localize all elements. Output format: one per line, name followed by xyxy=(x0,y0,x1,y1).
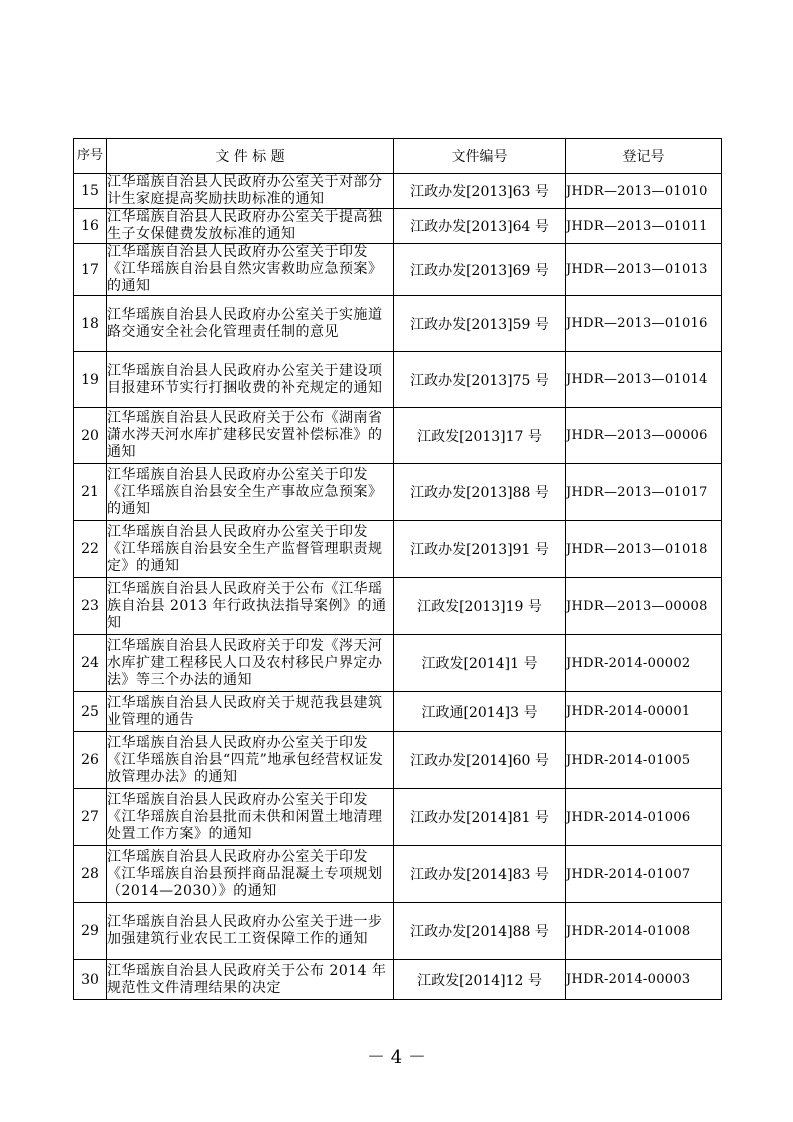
document-table xyxy=(73,138,722,1000)
row-file-number: 江政办发[2014]88 号 xyxy=(394,903,566,960)
table-row xyxy=(74,174,722,209)
row-registration-number: JHDR-2014-01005 xyxy=(566,732,722,789)
row-file-number: 江政办发[2014]81 号 xyxy=(394,789,566,846)
row-file-number: 江政办发[2014]83 号 xyxy=(394,846,566,903)
row-file-number: 江政办发[2013]75 号 xyxy=(394,352,566,408)
row-registration-number: JHDR—2013—00008 xyxy=(566,578,722,635)
row-file-number: 江政发[2013]17 号 xyxy=(394,408,566,464)
row-registration-number: JHDR—2013—00006 xyxy=(566,408,722,464)
row-file-title: 江华瑶族自治县人民政府关于公布《湖南省潇水涔天河水库扩建移民安置补偿标准》的通知 xyxy=(107,408,394,464)
row-serial-number: 21 xyxy=(74,464,107,521)
row-serial-number: 20 xyxy=(74,408,107,464)
row-registration-number: JHDR—2013—01017 xyxy=(566,464,722,521)
header-file-title: 文 件 标 题 xyxy=(107,139,394,174)
row-serial-number: 25 xyxy=(74,692,107,732)
row-file-title: 江华瑶族自治县人民政府办公室关于印发《江华瑶族自治县安全生产监督管理职责规定》的通知 xyxy=(107,521,394,578)
row-file-title: 江华瑶族自治县人民政府关于公布《江华瑶族自治县 2013 年行政执法指导案例》的通知 xyxy=(107,578,394,635)
table-row xyxy=(74,521,722,578)
row-file-number: 江政办发[2013]63 号 xyxy=(394,174,566,209)
header-serial-number: 序号 xyxy=(74,139,107,174)
row-registration-number: JHDR-2014-01008 xyxy=(566,903,722,960)
row-file-number: 江政办发[2013]88 号 xyxy=(394,464,566,521)
row-file-number: 江政办发[2013]91 号 xyxy=(394,521,566,578)
row-registration-number: JHDR—2013—01011 xyxy=(566,209,722,244)
row-file-title: 江华瑶族自治县人民政府办公室关于对部分计生家庭提高奖励扶助标准的通知 xyxy=(107,174,394,209)
table-row xyxy=(74,732,722,789)
table-row xyxy=(74,209,722,244)
row-serial-number: 19 xyxy=(74,352,107,408)
table-row xyxy=(74,635,722,692)
row-file-number: 江政发[2014]12 号 xyxy=(394,960,566,1000)
table-row xyxy=(74,408,722,464)
row-registration-number: JHDR-2014-01007 xyxy=(566,846,722,903)
row-serial-number: 23 xyxy=(74,578,107,635)
row-file-number: 江政办发[2014]60 号 xyxy=(394,732,566,789)
header-file-number: 文件编号 xyxy=(394,139,566,174)
row-file-title: 江华瑶族自治县人民政府关于公布 2014 年规范性文件清理结果的决定 xyxy=(107,960,394,1000)
table-row xyxy=(74,960,722,1000)
row-serial-number: 24 xyxy=(74,635,107,692)
row-file-title: 江华瑶族自治县人民政府关于规范我县建筑业管理的通告 xyxy=(107,692,394,732)
row-file-title: 江华瑶族自治县人民政府办公室关于印发《江华瑶族自治县自然灾害救助应急预案》的通知 xyxy=(107,244,394,296)
row-file-number: 江政办发[2013]64 号 xyxy=(394,209,566,244)
row-registration-number: JHDR-2014-01006 xyxy=(566,789,722,846)
table-header-row xyxy=(74,139,722,174)
row-serial-number: 16 xyxy=(74,209,107,244)
table-row xyxy=(74,352,722,408)
row-serial-number: 30 xyxy=(74,960,107,1000)
row-serial-number: 15 xyxy=(74,174,107,209)
row-file-title: 江华瑶族自治县人民政府办公室关于进一步加强建筑行业农民工工资保障工作的通知 xyxy=(107,903,394,960)
row-file-title: 江华瑶族自治县人民政府办公室关于提高独生子女保健费发放标准的通知 xyxy=(107,209,394,244)
table-row xyxy=(74,244,722,296)
row-registration-number: JHDR—2013—01010 xyxy=(566,174,722,209)
row-file-title: 江华瑶族自治县人民政府办公室关于印发《江华瑶族自治县批而未供和闲置土地清理处置工作方案》的通知 xyxy=(107,789,394,846)
row-file-title: 江华瑶族自治县人民政府关于印发《涔天河水库扩建工程移民人口及农村移民户界定办法》等三个办法的通知 xyxy=(107,635,394,692)
row-registration-number: JHDR-2014-00003 xyxy=(566,960,722,1000)
page-number: － 4 － xyxy=(367,1047,426,1068)
row-serial-number: 27 xyxy=(74,789,107,846)
table-row xyxy=(74,578,722,635)
table-row xyxy=(74,846,722,903)
row-file-title: 江华瑶族自治县人民政府办公室关于建设项目报建环节实行打捆收费的补充规定的通知 xyxy=(107,352,394,408)
table-row xyxy=(74,903,722,960)
row-file-number: 江政办发[2013]59 号 xyxy=(394,296,566,352)
row-registration-number: JHDR—2013—01016 xyxy=(566,296,722,352)
row-file-title: 江华瑶族自治县人民政府办公室关于印发《江华瑶族自治县“四荒”地承包经营权证发放管理办法》的通知 xyxy=(107,732,394,789)
row-serial-number: 17 xyxy=(74,244,107,296)
table-row xyxy=(74,789,722,846)
row-file-number: 江政办发[2013]69 号 xyxy=(394,244,566,296)
row-serial-number: 28 xyxy=(74,846,107,903)
row-serial-number: 22 xyxy=(74,521,107,578)
row-registration-number: JHDR—2013—01013 xyxy=(566,244,722,296)
row-registration-number: JHDR—2013—01018 xyxy=(566,521,722,578)
row-registration-number: JHDR—2013—01014 xyxy=(566,352,722,408)
table-row xyxy=(74,464,722,521)
table-row xyxy=(74,296,722,352)
row-serial-number: 29 xyxy=(74,903,107,960)
row-registration-number: JHDR-2014-00001 xyxy=(566,692,722,732)
row-serial-number: 26 xyxy=(74,732,107,789)
row-file-number: 江政通[2014]3 号 xyxy=(394,692,566,732)
row-file-number: 江政发[2014]1 号 xyxy=(394,635,566,692)
row-file-title: 江华瑶族自治县人民政府办公室关于印发《江华瑶族自治县安全生产事故应急预案》的通知 xyxy=(107,464,394,521)
row-file-number: 江政发[2013]19 号 xyxy=(394,578,566,635)
table-row xyxy=(74,692,722,732)
row-file-title: 江华瑶族自治县人民政府办公室关于实施道路交通安全社会化管理责任制的意见 xyxy=(107,296,394,352)
header-registration-number: 登记号 xyxy=(566,139,722,174)
row-serial-number: 18 xyxy=(74,296,107,352)
row-file-title: 江华瑶族自治县人民政府办公室关于印发《江华瑶族自治县预拌商品混凝土专项规划（2014—2030）》的通知 xyxy=(107,846,394,903)
row-registration-number: JHDR-2014-00002 xyxy=(566,635,722,692)
